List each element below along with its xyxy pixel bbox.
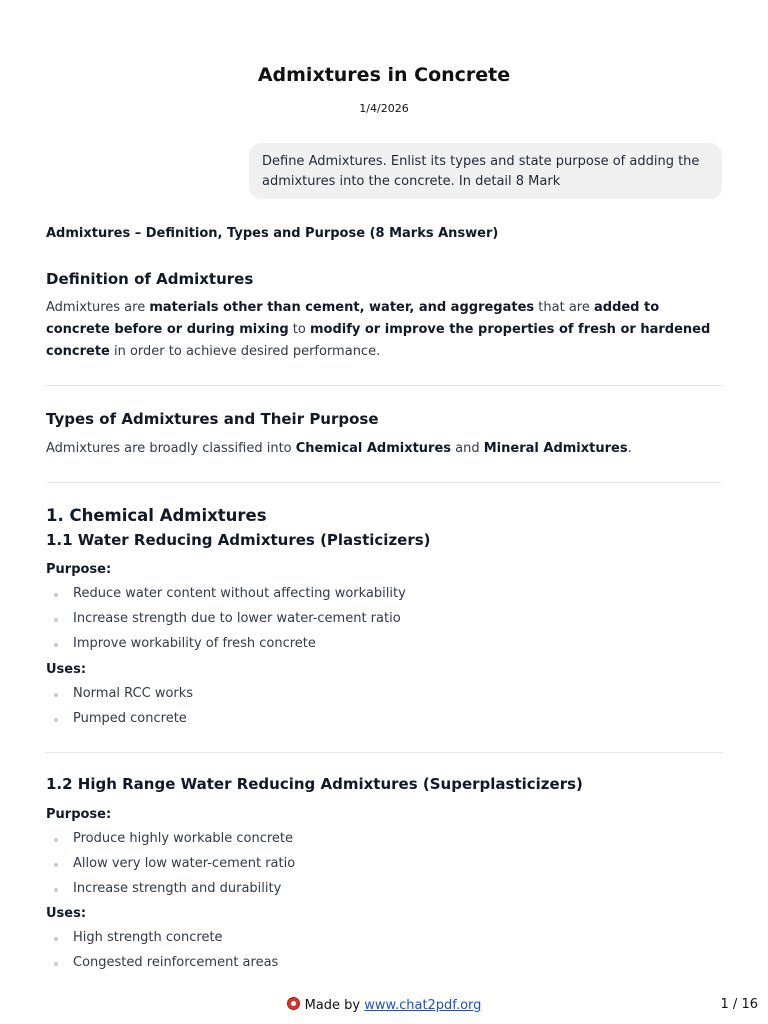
uses-label: Uses: xyxy=(46,662,87,677)
purpose-list xyxy=(46,584,406,659)
text-run: . xyxy=(627,441,632,456)
chat2pdf-link[interactable]: www.chat2pdf.org xyxy=(364,998,482,1013)
water-reducing-heading: 1.1 Water Reducing Admixtures (Plasticizers) xyxy=(46,531,431,549)
bullet-icon xyxy=(54,593,58,597)
bold-text: added to concrete before or during mixing xyxy=(46,300,660,337)
definition-paragraph xyxy=(46,297,722,363)
bullet-icon xyxy=(54,718,58,722)
bullet-icon xyxy=(54,937,58,941)
list-item-text: High strength concrete xyxy=(73,930,223,945)
question-bubble: Define Admixtures. Enlist its types and state purpose of adding the admixtures into the concrete. In detail 8 Mark xyxy=(249,143,722,199)
list-item xyxy=(46,684,193,709)
list-item-text: Increase strength and durability xyxy=(73,881,282,896)
list-item xyxy=(46,634,406,659)
bullet-icon xyxy=(54,643,58,647)
high-range-heading: 1.2 High Range Water Reducing Admixtures (Superplasticizers) xyxy=(46,775,583,793)
bullet-icon xyxy=(54,838,58,842)
footer-credit xyxy=(0,997,768,1013)
text-run: in order to achieve desired performance. xyxy=(109,344,381,359)
bullet-icon xyxy=(54,962,58,966)
list-item xyxy=(46,928,278,953)
definition-heading: Definition of Admixtures xyxy=(46,270,254,288)
section-divider xyxy=(46,482,722,483)
section-divider xyxy=(46,385,722,386)
list-item-text: Produce highly workable concrete xyxy=(73,831,294,846)
list-item xyxy=(46,709,193,734)
list-item xyxy=(46,854,295,879)
bold-text: Chemical Admixtures xyxy=(295,441,452,456)
bold-text: modify or improve the properties of fresh or hardened concrete xyxy=(46,322,711,359)
bold-text: materials other than cement, water, and aggregates xyxy=(149,300,535,315)
bullet-icon xyxy=(54,863,58,867)
uses-list xyxy=(46,928,278,978)
section-divider xyxy=(46,752,722,753)
made-by-text: Made by xyxy=(304,998,361,1013)
list-item-text: Normal RCC works xyxy=(73,686,194,701)
answer-heading: Admixtures – Definition, Types and Purpose (8 Marks Answer) xyxy=(46,226,499,241)
list-item-text: Improve workability of fresh concrete xyxy=(73,636,316,651)
list-item xyxy=(46,609,406,634)
text-run: Admixtures are xyxy=(46,300,150,315)
purpose-list xyxy=(46,829,295,904)
types-paragraph xyxy=(46,438,722,460)
purpose-label: Purpose: xyxy=(46,562,112,577)
page-number: 1 / 16 xyxy=(720,997,758,1012)
document-title: Admixtures in Concrete xyxy=(257,64,511,86)
list-item-text: Increase strength due to lower water-cement ratio xyxy=(73,611,401,626)
text-run: to xyxy=(288,322,310,337)
text-run: and xyxy=(451,441,484,456)
bullet-icon xyxy=(54,693,58,697)
list-item-text: Allow very low water-cement ratio xyxy=(73,856,296,871)
chemical-admixtures-heading: 1. Chemical Admixtures xyxy=(46,506,267,525)
list-item xyxy=(46,953,278,978)
bullet-icon xyxy=(54,888,58,892)
list-item xyxy=(46,829,295,854)
chat2pdf-logo-icon xyxy=(287,997,300,1010)
document-date: 1/4/2026 xyxy=(359,102,409,115)
list-item xyxy=(46,879,295,904)
bullet-icon xyxy=(54,618,58,622)
types-heading: Types of Admixtures and Their Purpose xyxy=(46,410,379,428)
purpose-label: Purpose: xyxy=(46,807,112,822)
list-item xyxy=(46,584,406,609)
uses-list xyxy=(46,684,193,734)
bold-text: Mineral Admixtures xyxy=(483,441,628,456)
text-run: that are xyxy=(534,300,594,315)
list-item-text: Pumped concrete xyxy=(73,711,187,726)
text-run: Admixtures are broadly classified into xyxy=(46,441,296,456)
uses-label: Uses: xyxy=(46,906,87,921)
list-item-text: Reduce water content without affecting workability xyxy=(73,586,406,601)
list-item-text: Congested reinforcement areas xyxy=(73,955,279,970)
